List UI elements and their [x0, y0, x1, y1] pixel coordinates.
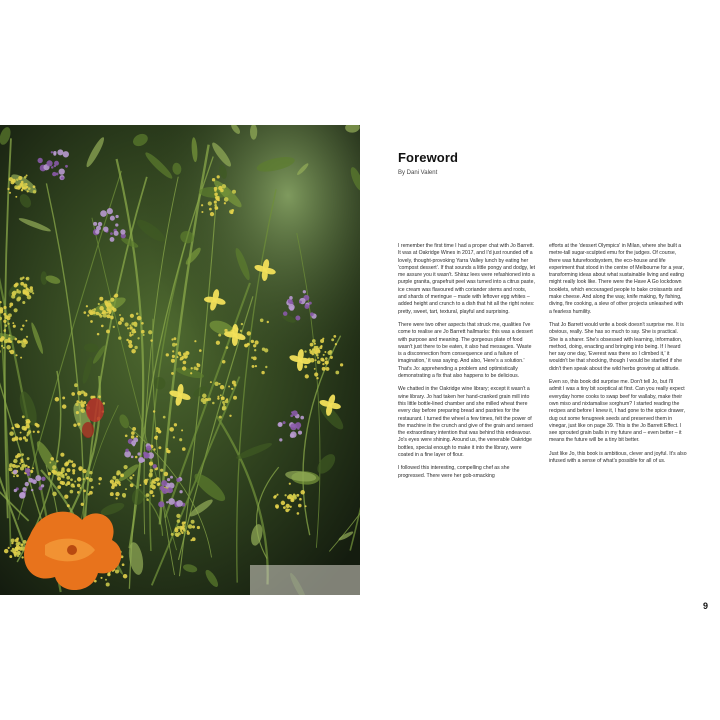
page-number: 9	[702, 601, 708, 611]
text-column-left	[398, 243, 536, 486]
foreword-page	[360, 125, 720, 611]
paragraph: That Jo Barrett would write a book doesn't surprise me. It is obvious, really. She has so much to say. She is practical. She is a sharer. She's obsessed with learning, information, method, doing, enacting and bringing into being. If I heard her say one day, 'Everest was there so I climbed it,' it wouldn't be that shocking, though I would be startled if she didn't then speak about the wild herbs growing at altitude.	[549, 321, 684, 372]
paragraph: I remember the first time I had a proper chat with Jo Barrett. It was at Oakridge Wines in 2017, and I'd just rounded off a lovely, thought-provoking Yarra Valley lunch by eating her 'compost dessert'. If that sounds a little pongy and dodgy, let me assure you it wasn't. Shiraz lees were refashioned into a purple granita, grapefruit peel was turned into a citrus paste, ice cream was flavoured with coriander stems and roots, and shards of meringue – made with leftover egg whites – added height and crunch to a dish that hit all the right notes: pretty, sweet, tart, textural, playful and surprising.	[398, 243, 536, 315]
page-title: Foreword	[398, 150, 459, 165]
text-column-right	[549, 243, 687, 471]
paragraph: efforts at the 'dessert Olympics' in Milan, where she built a metre-tall sugar-sculpted emu for the judges. Of course, there was futurefoodsystem, the eco-house and life experiment that stood in the centre of Melbourne for a year, transforming ideas about what sustainable living and eating might really look like. There were the Have A Go lockdown booklets, which encouraged people to bake croissants and make cheese. And along the way, knife making, fly fishing, diving, fire cooking, a slew of other projects unleashed with a fearless humility.	[549, 243, 684, 315]
herb-flower-illustration	[0, 125, 360, 595]
paragraph: I followed this interesting, compelling chef as she progressed. There were her gob-smacking	[398, 465, 510, 479]
paragraph: We chatted in the Oakridge wine library; except it wasn't a wine library. Jo had taken her hand-cranked grain mill into this little bottle-lined chamber and she milled wheat there every day before preparing bread and pastries for the restaurant. I turned the wheel a few times, felt the power of the machine in the crunch and give of the grain and sensed the extraordinary intention that was behind this endeavour. Jo's eyes were shining. Around us, the venerable Oakridge bottles, special enough to make it into the library, were coated in a fine layer of flour.	[398, 386, 533, 459]
paragraph: Even so, this book did surprise me. Don't tell Jo, but I'll admit I was a tiny bit sceptical at first. Can you really expect everyday home cooks to swap beef for wallaby, make their own miso and nixtamalise sorghum? I started reading the recipes and before I knew it, I had gone to the spice drawer, dug out some fenugreek seeds and preserved them in vinegar, just like on page 39. This is the Jo Barrett Effect. I see sprouted grain balls in my future and – even better – it means the future will be a tiny bit better.	[549, 379, 686, 444]
author-byline: By Dani Valent	[398, 170, 438, 176]
book-spread	[0, 125, 720, 611]
paragraph: There were two other aspects that struck me, qualities I've come to realise are Jo Barrett hallmarks: this was a dessert with purpose and meaning. The gorgeous plate of food wasn't just there to be eaten, it also had messages. 'Waste is a disconnection from consequence and a failure of imagination,' it was saying. And also, 'Here's a solution.' That's Jo: apprehending a problem and optimistically demonstrating a fix that also happens to be delicious.	[398, 321, 533, 380]
paragraph: Just like Jo, this book is ambitious, clever and joyful. It's also infused with a sense of what's possible for all of us.	[549, 450, 687, 465]
herb-flower-photo	[0, 125, 360, 595]
